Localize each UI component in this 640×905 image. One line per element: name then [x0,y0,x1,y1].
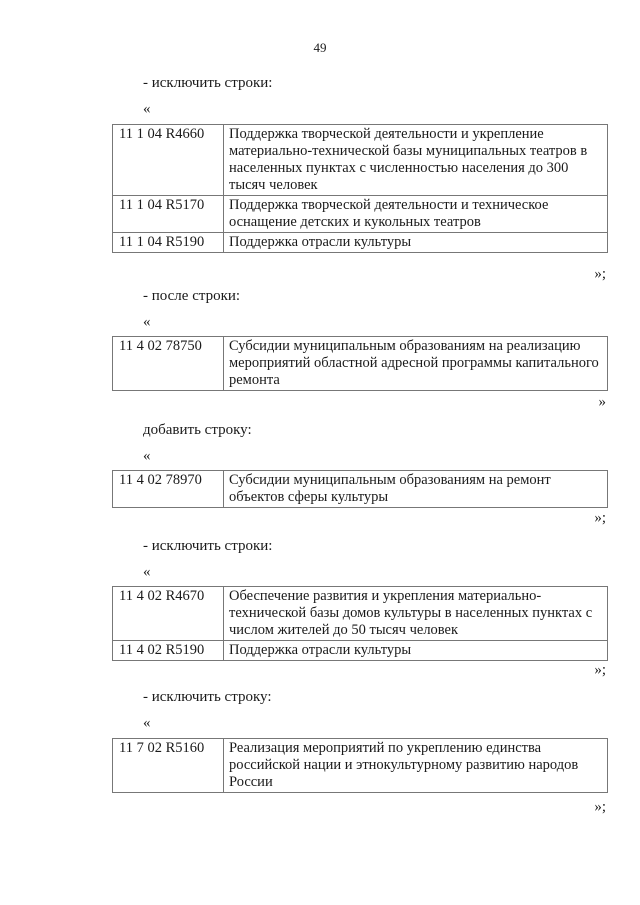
description-cell: Поддержка отрасли культуры [224,233,608,253]
budget-code-table [112,124,608,253]
budget-code-table [112,336,608,391]
section-intro: добавить строку: [143,422,252,438]
table-row [113,125,608,196]
description-cell: Поддержка творческой деятельности и укрепление материально-технической базы муниципальных театров в населенных пунктах с численностью населения до 300 тысяч человек [224,125,608,196]
budget-code-cell: 11 4 02 78750 [113,337,224,391]
description-cell: Субсидии муниципальным образованиям на ремонт объектов сферы культуры [224,471,608,508]
section-intro: - исключить строку: [143,689,272,705]
close-quote: »; [594,510,606,526]
budget-code-cell: 11 4 02 R4670 [113,587,224,641]
description-cell: Субсидии муниципальным образованиям на реализацию мероприятий областной адресной программы капитального ремонта [224,337,608,391]
open-quote: « [143,314,151,330]
table-row [113,337,608,391]
description-cell: Обеспечение развития и укрепления материально-технической базы домов культуры в населенных пунктах с числом жителей до 50 тысяч человек [224,587,608,641]
budget-code-cell: 11 1 04 R5170 [113,196,224,233]
close-quote: »; [594,266,606,282]
section-intro: - исключить строки: [143,538,273,554]
close-quote: » [598,394,606,410]
table-row [113,739,608,793]
budget-code-cell: 11 4 02 R5190 [113,641,224,661]
open-quote: « [143,101,151,117]
table-row [113,641,608,661]
budget-code-cell: 11 1 04 R5190 [113,233,224,253]
budget-code-table [112,586,608,661]
table-row [113,196,608,233]
table-row [113,587,608,641]
section-intro: - после строки: [143,288,241,304]
budget-code-cell: 11 1 04 R4660 [113,125,224,196]
open-quote: « [143,448,151,464]
open-quote: « [143,564,151,580]
close-quote: »; [594,662,606,678]
table-row [113,233,608,253]
description-cell: Поддержка творческой деятельности и техническое оснащение детских и кукольных театров [224,196,608,233]
open-quote: « [143,715,151,731]
description-cell: Поддержка отрасли культуры [224,641,608,661]
table-row [113,471,608,508]
budget-code-table [112,470,608,508]
section-intro: - исключить строки: [143,75,273,91]
description-cell: Реализация мероприятий по укреплению единства российской нации и этнокультурному развитию народов России [224,739,608,793]
budget-code-table [112,738,608,793]
close-quote: »; [594,799,606,815]
budget-code-cell: 11 7 02 R5160 [113,739,224,793]
page-number: 49 [313,40,327,55]
budget-code-cell: 11 4 02 78970 [113,471,224,508]
